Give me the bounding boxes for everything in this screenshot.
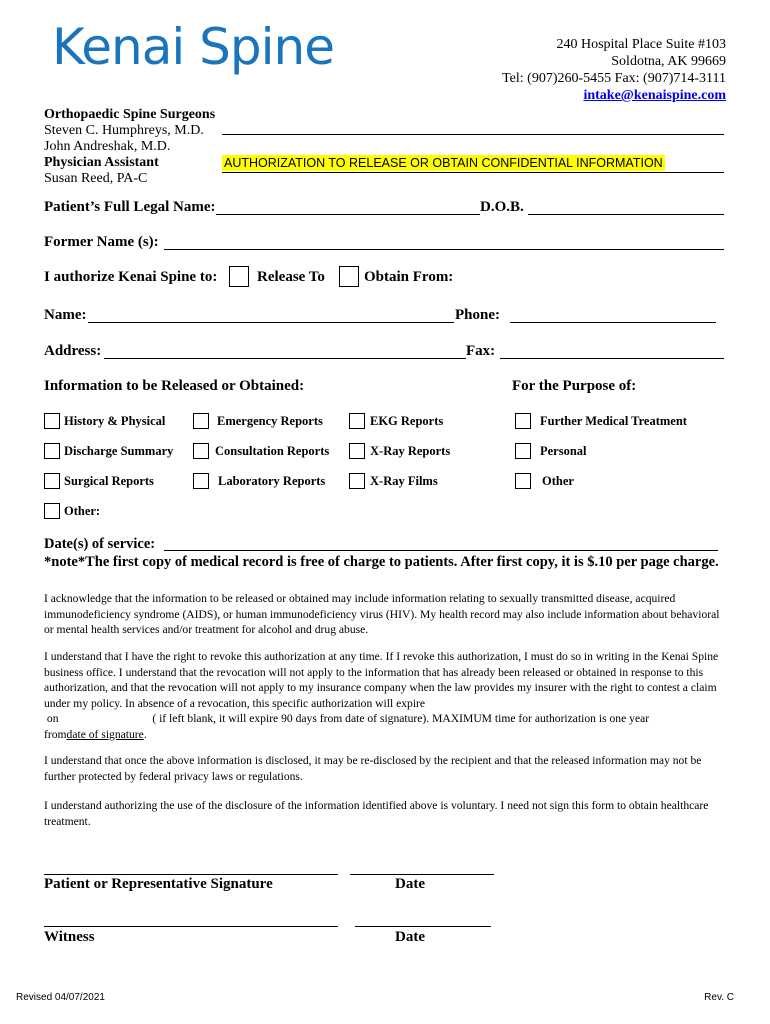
- date-label-1: Date: [395, 876, 425, 892]
- period-text: .: [143, 727, 147, 741]
- surgeons-heading: Orthopaedic Spine Surgeons: [44, 107, 216, 122]
- consultation-checkbox[interactable]: [193, 443, 209, 459]
- revocation-text: I understand that I have the right to revoke this authorization at any time. If I revoke this authorization, I must do so in writing in the Kenai Spine business office. I understand that the revocation will not apply to the information that has already been released or obtained in response to this authorization, and that the revocation will not apply to my insurance company when the law provides my insurer with the right to contest a claim under my policy. In absence of a revocation, this specific authorization will expire: [44, 650, 719, 710]
- dob-field[interactable]: [528, 214, 724, 215]
- name-label: Name:: [44, 307, 87, 323]
- purpose-heading: For the Purpose of:: [512, 378, 637, 394]
- date-line-2[interactable]: [355, 926, 491, 927]
- revised-date: Revised 04/07/2021: [16, 992, 105, 1003]
- address-field[interactable]: [104, 358, 466, 359]
- name-field[interactable]: [88, 322, 454, 323]
- expire-on-text: on: [46, 712, 59, 725]
- other-info-checkbox[interactable]: [44, 503, 60, 519]
- fax-field[interactable]: [500, 358, 724, 359]
- address-line1: 240 Hospital Place Suite #103: [556, 37, 726, 52]
- surgical-checkbox[interactable]: [44, 473, 60, 489]
- further-treatment-label: Further Medical Treatment: [540, 414, 687, 428]
- staff-list: [44, 107, 215, 187]
- dates-of-service-field[interactable]: [164, 550, 718, 551]
- history-label: History & Physical: [64, 414, 166, 428]
- patient-signature-line[interactable]: [44, 874, 338, 875]
- former-name-field[interactable]: [164, 249, 724, 250]
- patient-name-label: Patient’s Full Legal Name:: [44, 199, 216, 215]
- pa-heading: Physician Assistant: [44, 155, 159, 170]
- revision-code: Rev. C: [704, 992, 734, 1003]
- title-underline: [222, 172, 724, 173]
- xray-films-checkbox[interactable]: [349, 473, 365, 489]
- history-checkbox[interactable]: [44, 413, 60, 429]
- copy-fee-note: *note*The first copy of medical record is free of charge to patients. After first copy, it is $.10 per page charge.: [44, 554, 719, 570]
- other-purpose-checkbox[interactable]: [515, 473, 531, 489]
- acknowledgement-paragraph: I acknowledge that the information to be released or obtained may include information relating to sexually transmitted disease, acquired immunodeficiency syndrome (AIDS), or human immunodeficiency virus (HIV). My health record may also include information about behavioral or mental health services and/or treatment for alcohol and drug abuse.: [44, 592, 720, 636]
- address-line2: Soldotna, AK 99669: [611, 54, 726, 69]
- revocation-paragraph: [44, 649, 724, 742]
- other-info-label: Other:: [64, 504, 101, 518]
- consultation-label: Consultation Reports: [215, 444, 330, 458]
- phone-field[interactable]: [510, 322, 716, 323]
- surgical-label: Surgical Reports: [64, 474, 154, 488]
- phone-fax-line: Tel: (907)260-5455 Fax: (907)714-3111: [502, 71, 726, 86]
- personal-label: Personal: [540, 444, 587, 458]
- divider-line: [222, 134, 724, 135]
- info-heading: Information to be Released or Obtained:: [44, 378, 305, 394]
- xray-reports-label: X-Ray Reports: [370, 444, 451, 458]
- dob-label: D.O.B.: [480, 199, 524, 215]
- voluntary-paragraph: I understand authorizing the use of the disclosure of the information identified above is voluntary. I need not sign this form to obtain healthcare treatment.: [44, 799, 709, 828]
- kenai-spine-logo: Kenai Spine: [52, 18, 334, 76]
- xray-films-label: X-Ray Films: [370, 474, 438, 488]
- release-to-checkbox[interactable]: [229, 266, 249, 287]
- surgeon-1: Steven C. Humphreys, M.D.: [44, 123, 204, 138]
- patient-signature-label: Patient or Representative Signature: [44, 876, 273, 892]
- emergency-label: Emergency Reports: [217, 414, 323, 428]
- phone-label: Phone:: [455, 307, 500, 323]
- ekg-label: EKG Reports: [370, 414, 444, 428]
- other-purpose-label: Other: [542, 474, 574, 488]
- obtain-from-checkbox[interactable]: [339, 266, 359, 287]
- witness-label: Witness: [44, 929, 95, 945]
- laboratory-checkbox[interactable]: [193, 473, 209, 489]
- surgeon-2: John Andreshak, M.D.: [44, 139, 171, 154]
- form-title: AUTHORIZATION TO RELEASE OR OBTAIN CONFIDENTIAL INFORMATION: [224, 156, 663, 170]
- date-of-signature-text: date of signature: [66, 727, 144, 741]
- obtain-from-label: Obtain From:: [364, 269, 454, 285]
- ekg-checkbox[interactable]: [349, 413, 365, 429]
- redisclosure-paragraph: I understand that once the above information is disclosed, it may be re-disclosed by the recipient and that the released information may not be further protected by federal privacy laws or regulations.: [44, 754, 702, 783]
- personal-checkbox[interactable]: [515, 443, 531, 459]
- further-treatment-checkbox[interactable]: [515, 413, 531, 429]
- discharge-label: Discharge Summary: [64, 444, 174, 458]
- from-text: from: [44, 727, 67, 741]
- address-label: Address:: [44, 343, 102, 359]
- physician-assistant: Susan Reed, PA-C: [44, 171, 148, 186]
- fax-label: Fax:: [466, 343, 496, 359]
- date-line-1[interactable]: [350, 874, 494, 875]
- release-to-label: Release To: [257, 269, 325, 285]
- date-label-2: Date: [395, 929, 425, 945]
- patient-name-field[interactable]: [216, 214, 480, 215]
- witness-signature-line[interactable]: [44, 926, 338, 927]
- xray-reports-checkbox[interactable]: [349, 443, 365, 459]
- email-link[interactable]: intake@kenaispine.com: [583, 88, 726, 103]
- dates-of-service-label: Date(s) of service:: [44, 536, 156, 552]
- laboratory-label: Laboratory Reports: [218, 474, 326, 488]
- former-name-label: Former Name (s):: [44, 234, 159, 250]
- discharge-checkbox[interactable]: [44, 443, 60, 459]
- clinic-address: [502, 36, 726, 104]
- expire-blank-text: ( if left blank, it will expire 90 days from date of signature). MAXIMUM time for authorization is one year: [152, 712, 650, 725]
- authorize-label: I authorize Kenai Spine to:: [44, 269, 218, 285]
- emergency-checkbox[interactable]: [193, 413, 209, 429]
